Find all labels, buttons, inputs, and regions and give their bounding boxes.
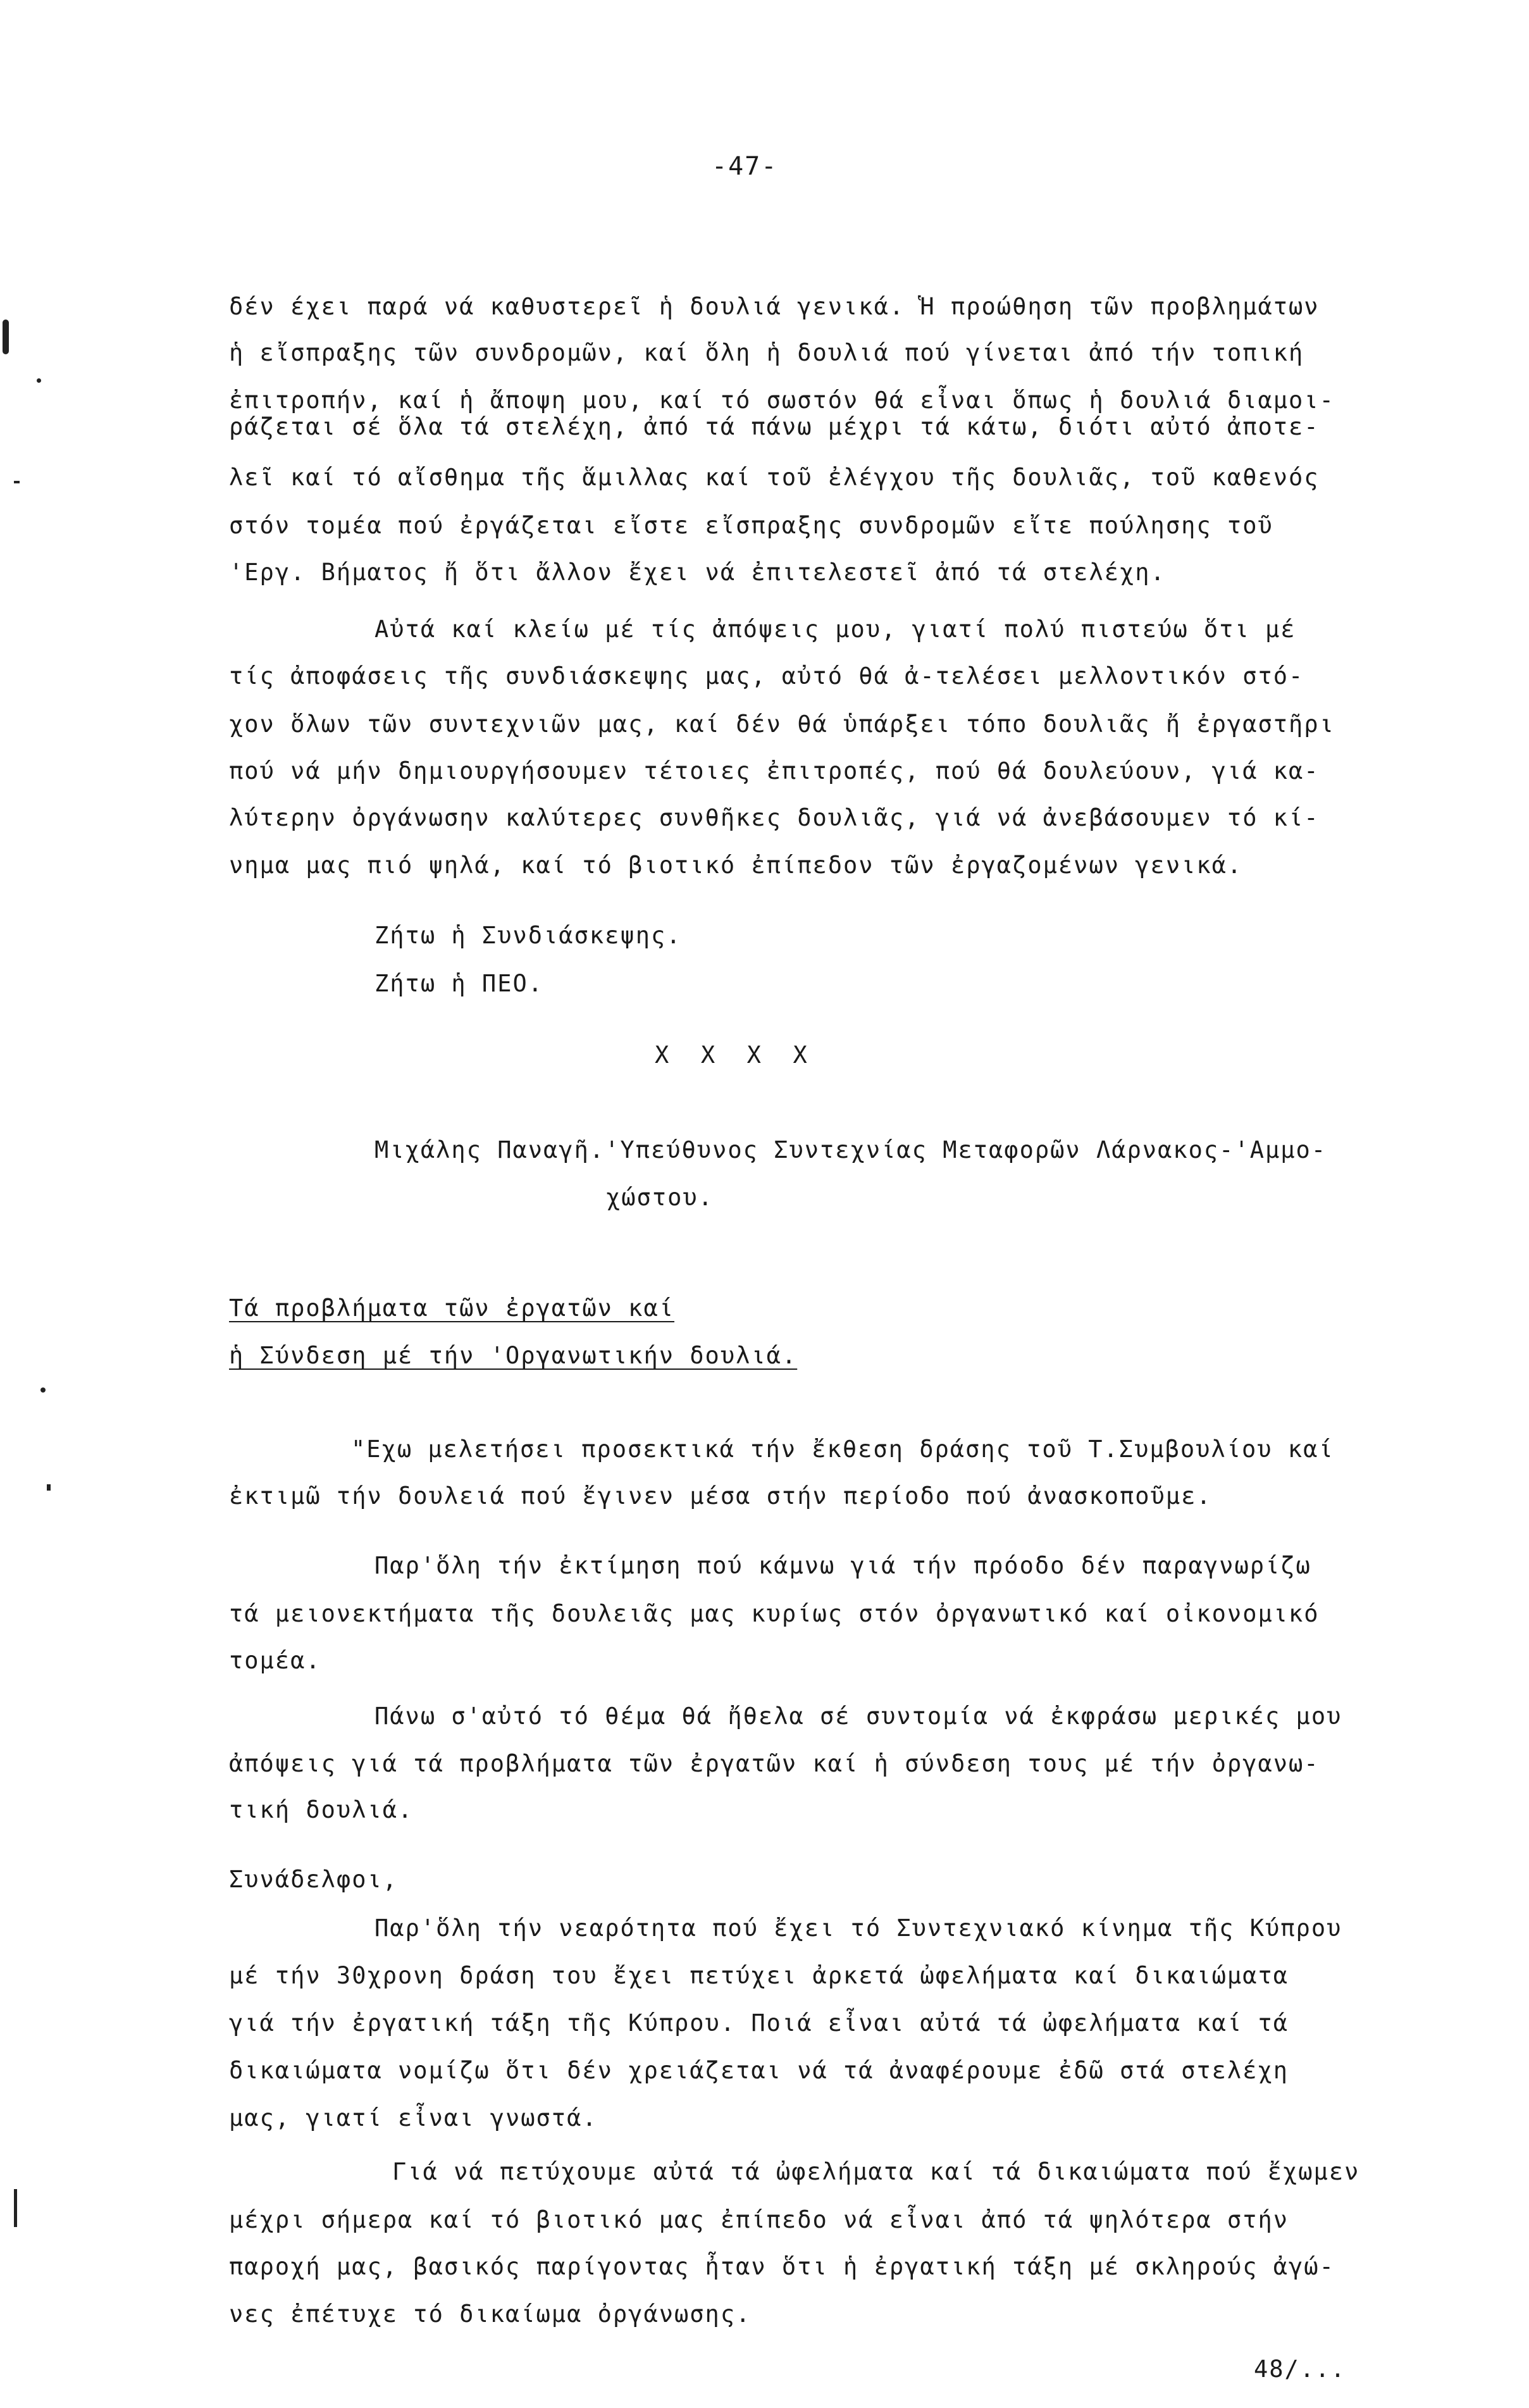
slogan: Ζήτω ἡ ΠΕΟ. bbox=[375, 970, 544, 997]
paragraph-line: μας, γιατί εἶναι γνωστά. bbox=[229, 2104, 598, 2132]
paragraph-line: "Εχω μελετήσει προσεκτικά τήν ἔκθεση δράσης τοῦ Τ.Συμβουλίου καί bbox=[351, 1436, 1334, 1463]
paragraph-line: στόν τομέα πού ἐργάζεται εἴστε εἴσπραξης συνδρομῶν εἴτε πούλησης τοῦ bbox=[229, 512, 1273, 539]
signature-line: Μιχάλης Παναγῆ.'Υπεύθυνος Συντεχνίας Μεταφορῶν Λάρνακος-'Αμμο- bbox=[375, 1136, 1327, 1164]
paragraph-line: ἐπιτροπήν, καί ἡ ἄποψη μου, καί τό σωστόν θά εἶναι ὅπως ἡ δουλιά διαμοι- bbox=[229, 387, 1335, 414]
paragraph-line: Παρ'ὅλη τήν ἐκτίμηση πού κάμνω γιά τήν πρόοδο δέν παραγνωρίζω bbox=[375, 1552, 1311, 1579]
paragraph-line: λεῖ καί τό αἴσθημα τῆς ἅμιλλας καί τοῦ ἐλέγχου τῆς δουλιᾶς, τοῦ καθενός bbox=[229, 464, 1320, 491]
margin-mark bbox=[47, 1484, 51, 1491]
signature-line: χώστου. bbox=[606, 1184, 714, 1211]
paragraph-line: δέν έχει παρά νά καθυστερεῖ ἡ δουλιά γενικά. Ἡ προώθηση τῶν προβλημάτων bbox=[229, 293, 1320, 320]
paragraph-line: πού νά μήν δημιουργήσουμεν τέτοιες ἐπιτροπές, πού θά δουλεύουν, γιά κα- bbox=[229, 757, 1320, 785]
margin-mark bbox=[40, 1387, 46, 1393]
slogan: Ζήτω ἡ Συνδιάσκεψης. bbox=[375, 922, 682, 949]
paragraph-line: τομέα. bbox=[229, 1647, 321, 1674]
continuation-marker: 48/... bbox=[1254, 2355, 1346, 2383]
paragraph-line: δικαιώματα νομίζω ὅτι δέν χρειάζεται νά τά ἀναφέρουμε ἐδῶ στά στελέχη bbox=[229, 2057, 1289, 2084]
paragraph-line: γιά τήν ἐργατική τάξη τῆς Κύπρου. Ποιά εἶναι αὐτά τά ὠφελήματα καί τά bbox=[229, 2009, 1289, 2037]
paragraph-line: Αὐτά καί κλείω μέ τίς ἀπόψεις μου, γιατί πολύ πιστεύω ὅτι μέ bbox=[375, 616, 1296, 643]
paragraph-line: μέ τήν 30χρονη δράση του ἔχει πετύχει ἀρκετά ὠφελήματα καί δικαιώματα bbox=[229, 1962, 1289, 1989]
paragraph-line: μέχρι σήμερα καί τό βιοτικό μας ἐπίπεδο νά εἶναι ἀπό τά ψηλότερα στήν bbox=[229, 2206, 1289, 2233]
paragraph-line: τά μειονεκτήματα τῆς δουλειᾶς μας κυρίως στόν ὀργανωτικό καί οἰκονομικό bbox=[229, 1600, 1320, 1627]
margin-mark bbox=[3, 320, 9, 354]
paragraph-line: ἐκτιμῶ τήν δουλειά πού ἔγινεν μέσα στήν περίοδο πού ἀνασκοποῦμε. bbox=[229, 1482, 1212, 1510]
paragraph-line: ράζεται σέ ὅλα τά στελέχη, ἀπό τά πάνω μέχρι τά κάτω, διότι αὐτό ἀποτε- bbox=[229, 413, 1320, 440]
paragraph-line: παροχή μας, βασικός παρίγοντας ἦταν ὅτι ἡ ἐργατική τάξη μέ σκληρούς ἀγώ- bbox=[229, 2253, 1335, 2280]
heading-line: ἡ Σύνδεση μέ τήν 'Οργανωτικήν δουλιά. bbox=[229, 1342, 798, 1369]
section-separator: X X X X bbox=[655, 1041, 808, 1069]
paragraph-line: νες ἐπέτυχε τό δικαίωμα ὀργάνωσης. bbox=[229, 2300, 752, 2328]
paragraph-line: Παρ'ὅλη τήν νεαρότητα πού ἔχει τό Συντεχνιακό κίνημα τῆς Κύπρου bbox=[375, 1915, 1342, 1942]
heading-line: Τά προβλήματα τῶν ἐργατῶν καί bbox=[229, 1294, 675, 1322]
paragraph-line: ἀπόψεις γιά τά προβλήματα τῶν ἐργατῶν καί ἡ σύνδεση τους μέ τήν ὀργανω- bbox=[229, 1750, 1320, 1777]
page-number: -47- bbox=[712, 152, 778, 181]
paragraph-line: 'Εργ. Βήματος ἤ ὅτι ἄλλον ἔχει νά ἐπιτελεστεῖ ἀπό τά στελέχη. bbox=[229, 559, 1166, 586]
paragraph-line: τίς ἀποφάσεις τῆς συνδιάσκεψης μας, αὐτό θά ἀ-τελέσει μελλοντικόν στό- bbox=[229, 662, 1304, 690]
paragraph-line: χον ὅλων τῶν συντεχνιῶν μας, καί δέν θά ὑπάρξει τόπο δουλιᾶς ἤ ἐργαστῆρι bbox=[229, 711, 1335, 738]
paragraph-line: ἡ εἴσπραξης τῶν συνδρομῶν, καί ὅλη ἡ δουλιά πού γίνεται ἀπό τήν τοπική bbox=[229, 339, 1304, 366]
margin-mark bbox=[14, 2189, 17, 2227]
paragraph-line: νημα μας πιό ψηλά, καί τό βιοτικό ἐπίπεδον τῶν ἐργαζομένων γενικά. bbox=[229, 852, 1243, 879]
margin-mark bbox=[14, 481, 20, 483]
paragraph-line: Πάνω σ'αὐτό τό θέμα θά ἤθελα σέ συντομία νά ἐκφράσω μερικές μου bbox=[375, 1703, 1342, 1730]
margin-mark bbox=[37, 378, 41, 383]
paragraph-line: λύτερην ὀργάνωσην καλύτερες συνθῆκες δουλιᾶς, γιά νά ἀνεβάσουμεν τό κί- bbox=[229, 804, 1320, 831]
paragraph-line: Γιά νά πετύχουμε αὐτά τά ὠφελήματα καί τά δικαιώματα πού ἔχωμεν bbox=[392, 2158, 1360, 2185]
paragraph-line: τική δουλιά. bbox=[229, 1796, 414, 1823]
salutation: Συνάδελφοι, bbox=[229, 1866, 399, 1893]
